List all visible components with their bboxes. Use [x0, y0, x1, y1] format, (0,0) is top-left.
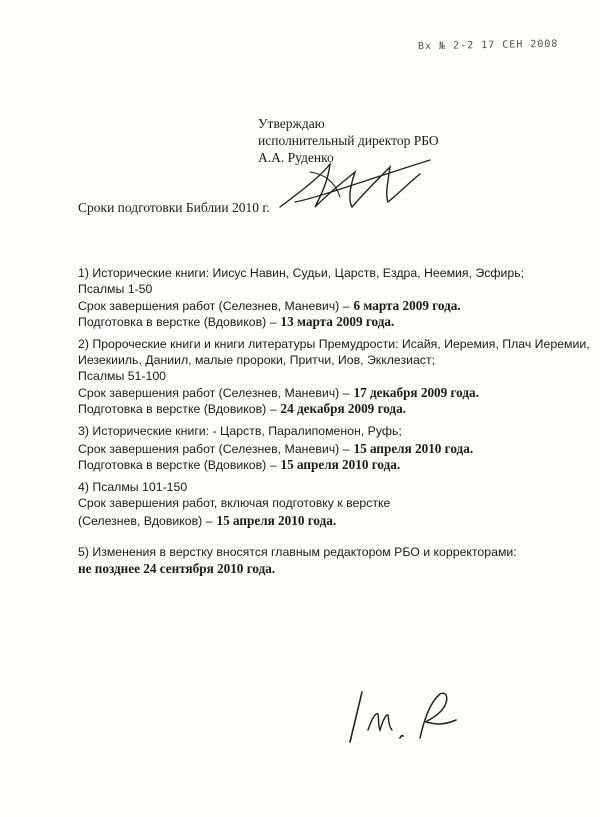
section2-line2: Иезекииль, Даниил, малые пророки, Притчи, Иов, Экклезиаст;: [78, 353, 435, 367]
section1-layout: [78, 313, 394, 331]
section2-layout-date: 24 декабря 2009 года.: [280, 401, 406, 416]
section2-line1: 2) Пророческие книги и книги литературы Премудрости: Исайя, Иеремия, Плач Иеремии,: [78, 337, 590, 351]
section3-layout-date: 15 апреля 2010 года.: [280, 457, 401, 472]
section4-line1: 4) Псалмы 101-150: [78, 480, 188, 494]
approval-line-1: Утверждаю: [258, 116, 325, 131]
section3-completion-label: Срок завершения работ (Селезнев, Маневич) –: [78, 442, 350, 456]
section3-layout: [78, 456, 400, 474]
section2-completion-label: Срок завершения работ (Селезнев, Маневич) –: [78, 386, 350, 400]
section1-completion-label: Срок завершения работ (Селезнев, Маневич) –: [78, 299, 350, 313]
section3-line1: 3) Исторические книги: - Царств, Паралипоменон, Руфь;: [78, 424, 402, 438]
section4-line2: Срок завершения работ, включая подготовку к верстке: [78, 496, 391, 510]
section2-line3: Псалмы 51-100: [78, 369, 166, 383]
section4-line3-label: (Селезнев, Вдовиков) –: [78, 514, 213, 528]
section1-line2: Псалмы 1-50: [78, 282, 153, 296]
section1-line1: 1) Исторические книги: Иисус Навин, Судьи, Царств, Ездра, Неемия, Эсфирь;: [78, 266, 525, 280]
section3-layout-label: Подготовка в верстке (Вдовиков) –: [78, 458, 277, 472]
section4-line3-date: 15 апреля 2010 года.: [216, 513, 337, 528]
section1-layout-label: Подготовка в верстке (Вдовиков) –: [78, 315, 277, 329]
section1-layout-date: 13 марта 2009 года.: [280, 314, 395, 329]
section2-layout: [78, 400, 406, 418]
section1-completion-date: 6 марта 2009 года.: [353, 298, 461, 313]
section2-layout-label: Подготовка в верстке (Вдовиков) –: [78, 402, 277, 416]
section5-line2: не позднее 24 сентября 2010 года.: [78, 561, 276, 576]
document-title: Сроки подготовки Библии 2010 г.: [78, 200, 270, 215]
section4-line3: [78, 512, 336, 530]
approval-line-3: А.А. Руденко: [258, 150, 334, 165]
director-signature: [270, 152, 440, 222]
section2-completion-date: 17 декабря 2009 года.: [353, 385, 479, 400]
registration-stamp: Вх № 2-2 17 СЕН 2008: [417, 38, 559, 53]
approval-line-2: исполнительный директор РБО: [258, 133, 439, 148]
section5-line1: 5) Изменения в верстку вносятся главным редактором РБО и корректорами:: [78, 545, 517, 559]
bottom-signature: [338, 680, 478, 750]
section3-completion-date: 15 апреля 2010 года.: [353, 441, 474, 456]
